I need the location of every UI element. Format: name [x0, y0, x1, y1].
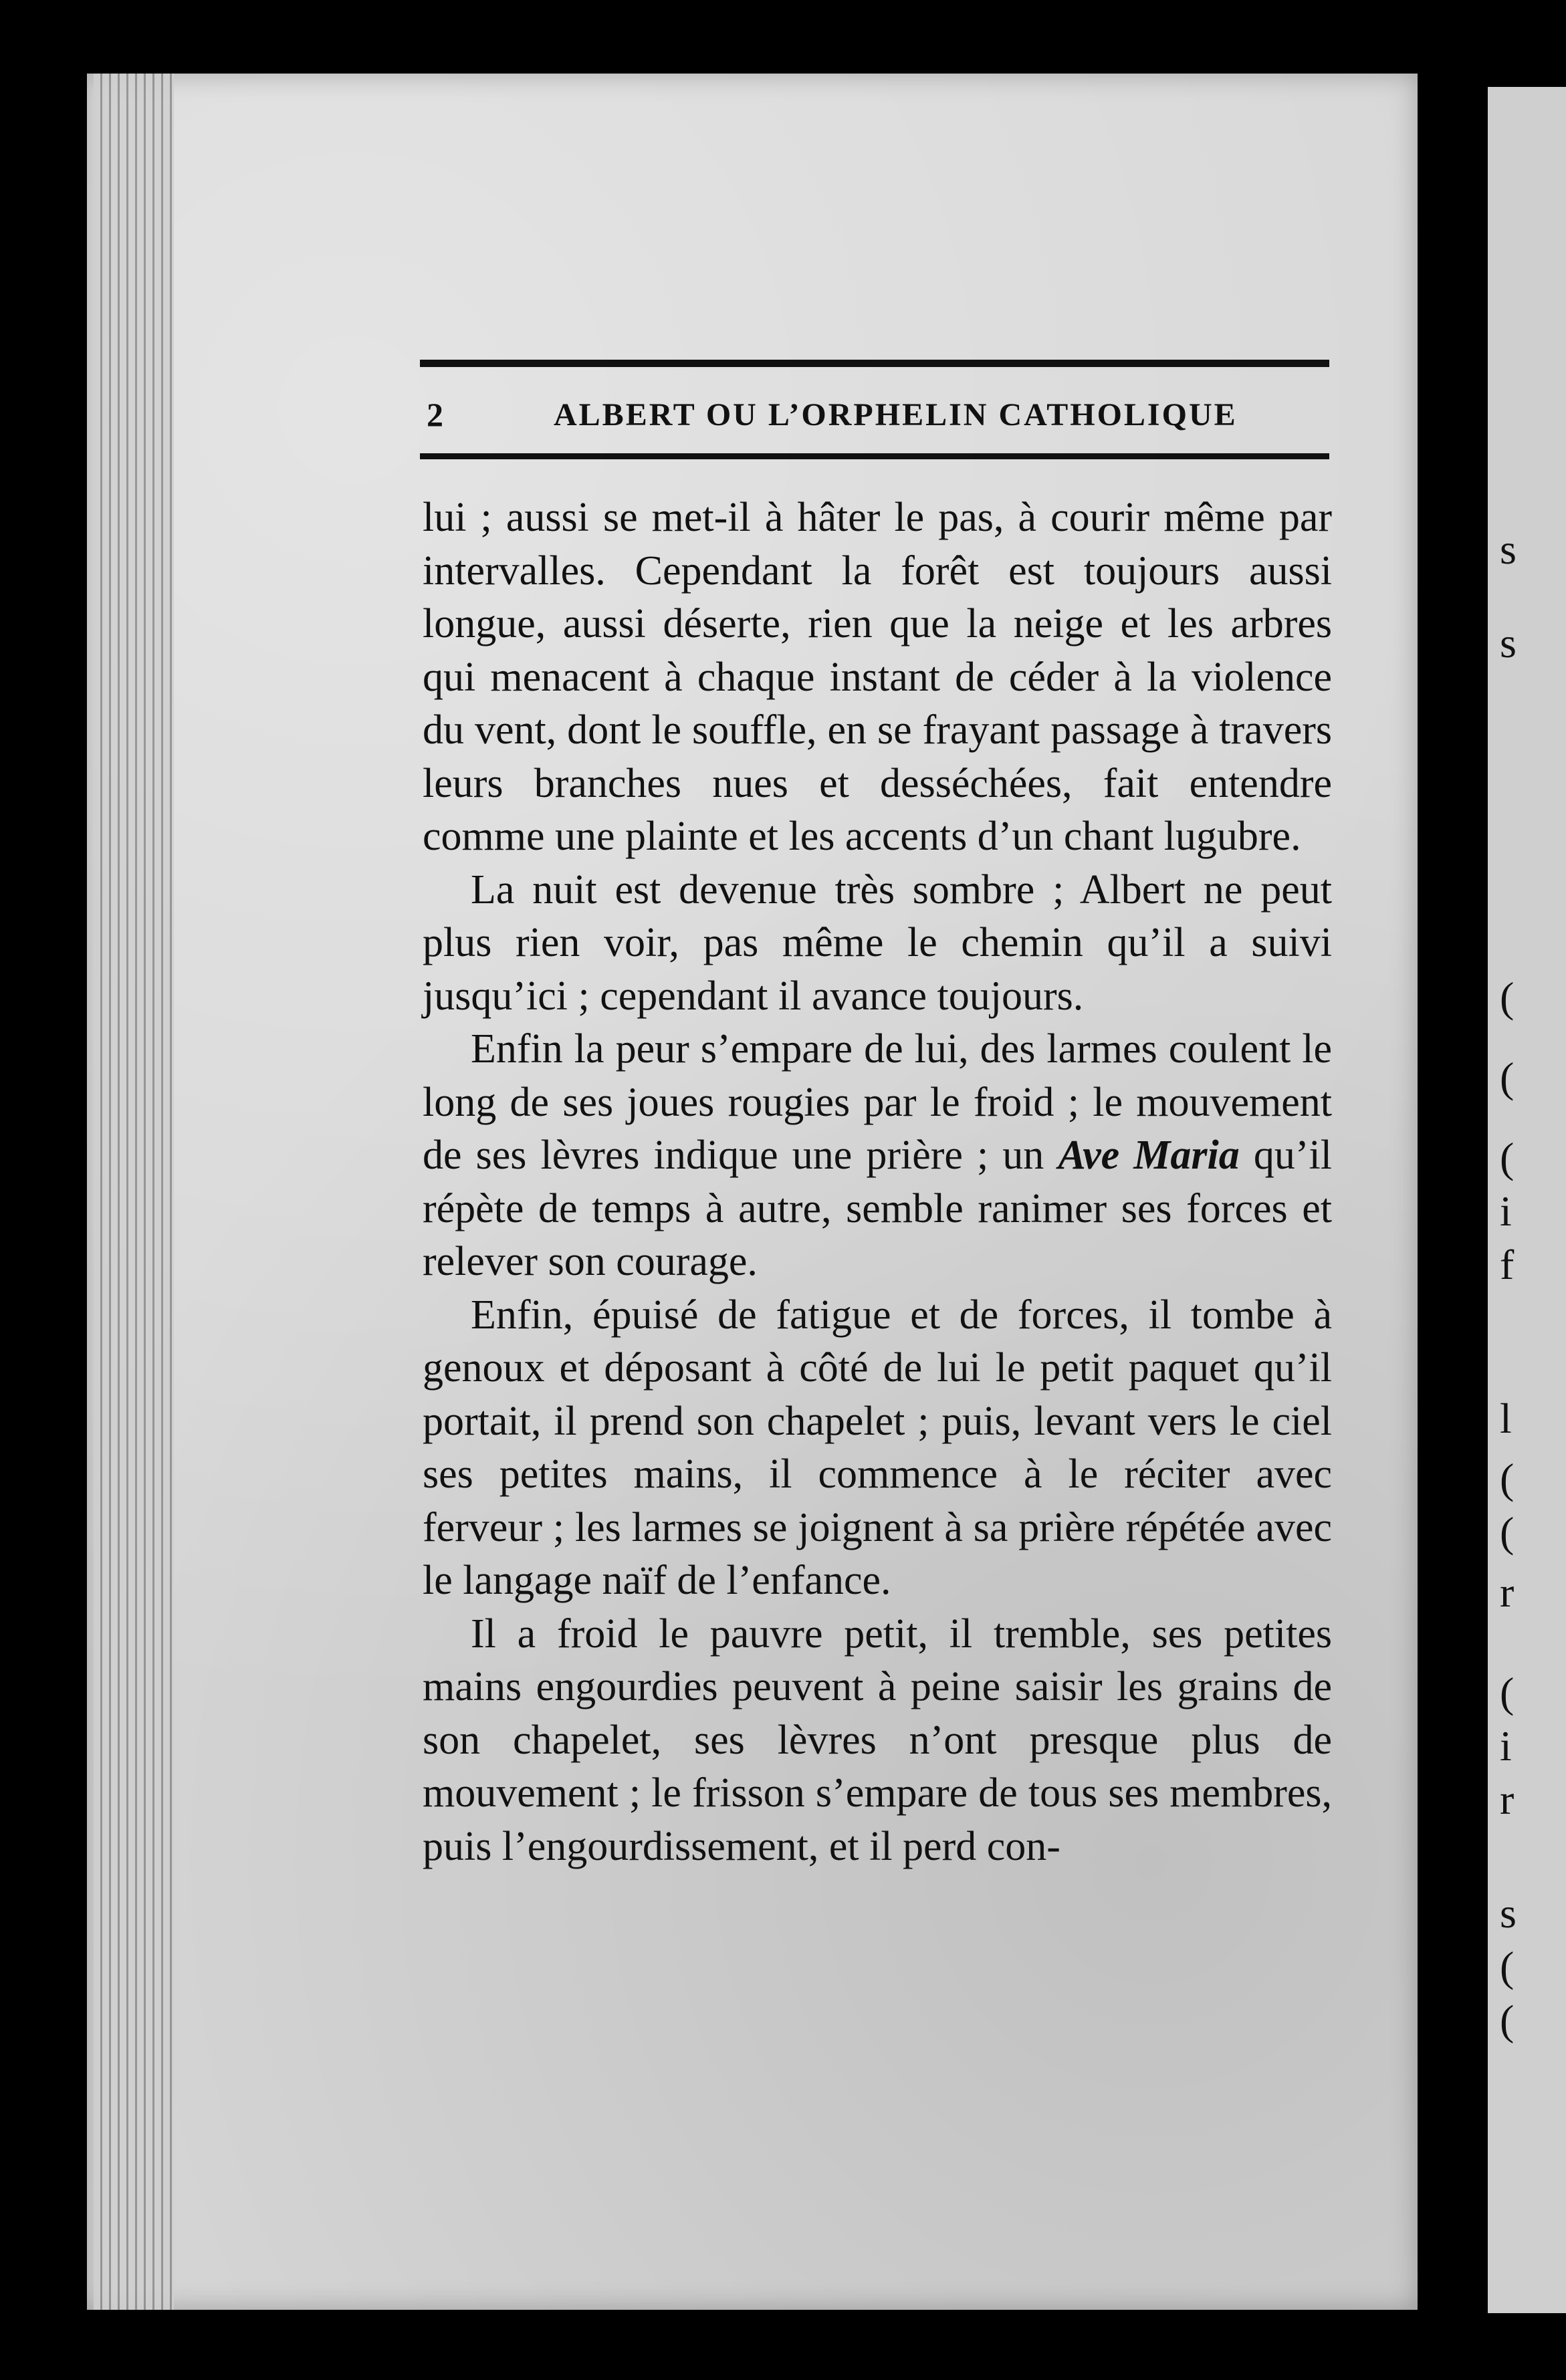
next-page-fragment: l	[1500, 1395, 1512, 1442]
next-page-fragment: (	[1500, 1996, 1515, 2044]
body-text	[423, 491, 1332, 1873]
page-edges	[94, 74, 174, 2310]
paragraph-text: qu’il répète de temps à autre, semble ranimer ses forces et relever son courage.	[423, 1133, 1332, 1284]
paragraph	[423, 1289, 1332, 1608]
paragraph-text: lui ; aussi se met-il à hâter le pas, à courir même par intervalles. Cependant la forêt est toujours aussi longue, aussi déserte, rien que la neige et les arbres qui menacent à chaque instant de céder à la violence du vent, dont le souffle, en se frayant passage à travers leurs branches nues et desséchées, fait entendre comme une plainte et les accents d’un chant lugubre.	[423, 495, 1332, 859]
next-page-fragment: (	[1500, 1134, 1515, 1181]
running-head: ALBERT OU L’ORPHELIN CATHOLIQUE	[554, 397, 1238, 433]
next-page-edge	[1488, 87, 1566, 2313]
page-header	[420, 391, 1329, 445]
next-page-fragment: (	[1500, 1508, 1515, 1556]
next-page-fragment: i	[1500, 1187, 1512, 1235]
next-page-fragment: (	[1500, 973, 1515, 1021]
next-page-fragment: (	[1500, 1054, 1515, 1101]
paragraph-text: La nuit est devenue très sombre ; Albert ne peut plus rien voir, pas même le chemin qu’il a suivi jusqu’ici ; cependant il avance toujours.	[423, 866, 1332, 1019]
paragraph-text: Il a froid le pauvre petit, il tremble, ses petites mains engourdies peuvent à peine saisir les grains de son chapelet, ses lèvres n’ont presque plus de mouvement ; le frisson s’empare de tous ses membres, puis l’engourdissement, et il perd con-	[423, 1611, 1332, 1869]
next-page-fragment: r	[1500, 1568, 1515, 1616]
page-number: 2	[427, 396, 443, 433]
next-page-fragment: s	[1500, 619, 1517, 667]
next-page-fragment: f	[1500, 1241, 1515, 1288]
next-page-fragment: s	[1500, 525, 1517, 573]
italic-prayer-name: Ave Maria	[1058, 1133, 1240, 1178]
header-rule-top	[420, 360, 1329, 367]
next-page-fragment: (	[1500, 1455, 1515, 1502]
next-page-fragment: r	[1500, 1776, 1515, 1823]
header-rule-bottom	[420, 453, 1329, 459]
next-page-fragment: (	[1500, 1943, 1515, 1990]
next-page-fragment: s	[1500, 1889, 1517, 1937]
paragraph	[423, 864, 1332, 1024]
paragraph	[423, 491, 1332, 864]
paragraph	[423, 1023, 1332, 1289]
next-page-fragment: i	[1500, 1722, 1512, 1770]
paragraph	[423, 1608, 1332, 1874]
paragraph-text: Enfin la peur s’empare de lui, des larmes coulent le long de ses joues rougies par le froid ; le mouvement de ses lèvres indique une prière ; un	[423, 1026, 1332, 1178]
paragraph-text: Enfin, épuisé de fatigue et de forces, il tombe à genoux et déposant à côté de lui le petit paquet qu’il portait, il prend son chapelet ; puis, levant vers le ciel ses petites mains, il commence à le réciter avec ferveur ; les larmes se joignent à sa prière répétée avec le langage naïf de l’enfance.	[423, 1292, 1332, 1603]
next-page-fragment: (	[1500, 1669, 1515, 1716]
